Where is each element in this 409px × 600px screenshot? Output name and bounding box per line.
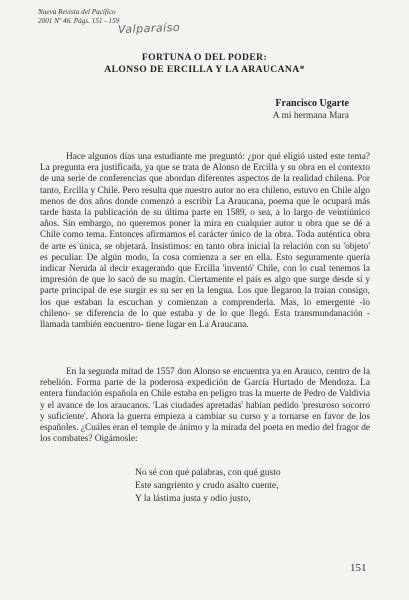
journal-header bbox=[38, 8, 119, 26]
dedication: A mi hermana Mara bbox=[272, 111, 349, 121]
journal-citation: 2001 Nº 46. Págs. 151 - 159 bbox=[38, 17, 120, 25]
author-name: Francisco Ugarte bbox=[275, 98, 349, 109]
journal-name: Nueva Revista del Pacífico bbox=[38, 8, 116, 16]
article-title-line-2: ALONSO DE ERCILLA Y LA ARAUCANA* bbox=[104, 64, 305, 75]
article-title-line-1: FORTUNA O DEL PODER: bbox=[141, 52, 268, 63]
verse-line-3: Y la lástima justa y odio justo, bbox=[135, 494, 251, 504]
verse-block bbox=[135, 467, 281, 506]
handwritten-note: Valparaíso bbox=[117, 20, 181, 37]
paragraph-1: Hace algunos días una estudiante me preguntó: ¿por qué eligió usted este tema? La pregunta era justificada, ya que se trata de Alonso de Ercilla y su obra en el contexto de una serie de conferencias que abordan diferentes aspectos de la realidad chilena. Por tanto, Ercilla y Chile. Pero resulta que nuestro autor no era chileno, estuvo en Chile algo menos de dos años donde comenzó a escribir La Araucana, poema que le ocupará más tarde hasta la publicación de su última parte en 1589, o sea, a lo largo de veintiúnico años. Sin embargo, no queremos poner la mira en cualquier autor u obra que se dé a Chile como tema. Entonces afirmamos el carácter único de la obra. Toda auténtica obra de arte es única, se objetará. Insistimos: en tanto obra inicial la relación con su 'objeto' es peculiar. De algún modo, la cosa comienza a ser en ella. Esto seguramente quería indicar Neruda al decir exagerando que Ercilla 'inventó' Chile, con lo cual tenemos la impresión de que lo sacó de su magín. Ciertamente el país es algo que surge desde sí y parte principal de ese surgir es su ser en la lengua. Los que llegaron la traían consigo, los que estaban la escuchan y comienzan a comprenderla. Mas, lo emergente -lo chileno- se diferencia de lo que estaba y de lo que llegó. Esta transmundanación -llamada también encuentro- tiene lugar en La Araucana. bbox=[40, 152, 370, 331]
paragraph-2: En la segunda mitad de 1557 don Alonso se encuentra ya en Arauco, centro de la rebelión. Forma parte de la poderosa expedición de García Hurtado de Mendoza. La entera fundación española en Chile estaba en peligro tras la muerte de Pedro de Valdivia y el avance de los araucanos. 'Las ciudades apretadas' habían pedido 'presuroso socorro y suficiente'. Ahora la guerra empieza a cambiar su curso y a tornarse en favor de los españoles. ¿Cuáles eran el temple de ánimo y la mirada del poeta en medio del fragor de los combates? Oigámosle: bbox=[40, 367, 370, 445]
verse-line-2: Este sangriento y crudo asalto cuente, bbox=[135, 481, 279, 491]
page-number: 151 bbox=[350, 562, 367, 574]
verse-line-1: No sé con qué palabras, con qué gusto bbox=[135, 468, 281, 478]
